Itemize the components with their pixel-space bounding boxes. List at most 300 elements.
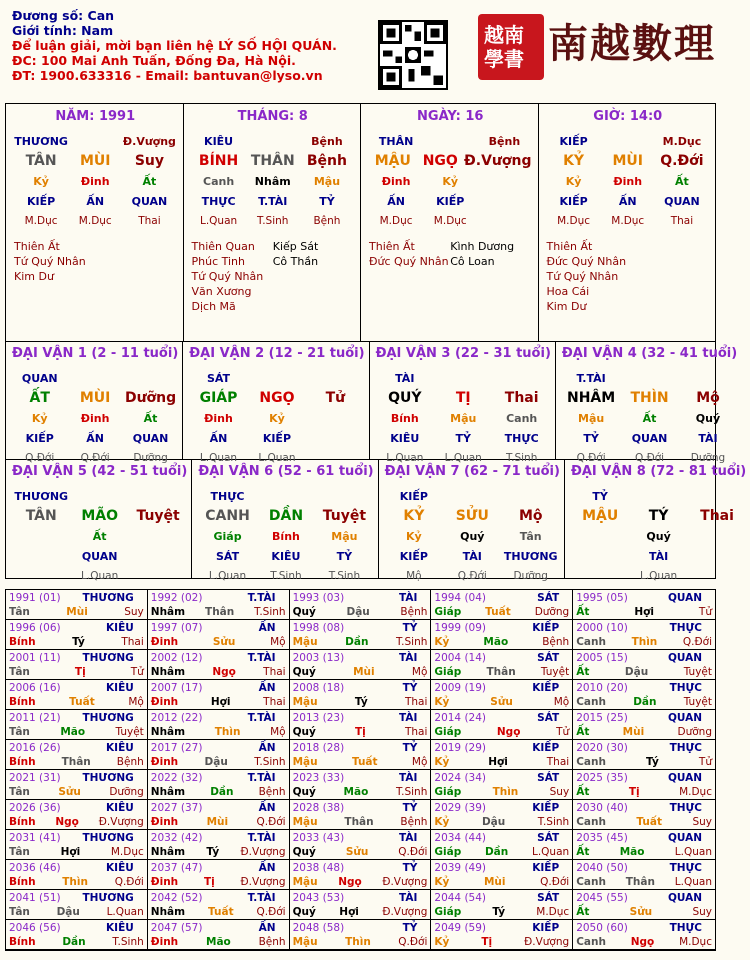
year-cell [148,650,290,680]
year-phase: Tử [130,666,144,678]
year-stem: Quý [292,726,316,738]
year-line2 [9,695,144,709]
year-stem: Bính [9,876,36,888]
phase-cell: T.Sinh [270,570,302,582]
year-branch: Tý [354,696,368,708]
year-label: 2015 (25) [576,712,628,724]
year-line1 [576,771,712,785]
phase-cell: Q.Đới [635,452,665,464]
phone-email: ĐT: 1900.633316 - Email: bantuvan@lyso.vn [12,68,323,83]
dai-van-6 [192,460,378,582]
year-cell [431,920,573,950]
year-branch: Tị [74,666,86,678]
year-god: THỰC [669,802,702,814]
hidden-god-cell: QUAN [81,549,118,563]
stars [14,239,177,284]
dai-van-title: ĐẠI VẬN 8 (72 - 81 tuổi) [570,464,747,479]
year-line2 [151,905,286,919]
stem-branch-cell: Tử [325,390,346,406]
year-branch: Mão [619,846,645,858]
year-line2 [576,785,712,799]
ten-god-cell: THƯƠNG [14,489,69,503]
year-line1 [434,831,569,845]
stars-col-2 [95,239,176,284]
year-branch: Ngọ [338,876,362,888]
dai-van-title: ĐẠI VẬN 6 (52 - 61 tuổi) [198,464,374,479]
year-label: 2043 (53) [292,892,345,904]
year-stem: Canh [576,876,606,888]
year-god: TỶ [402,682,418,694]
year-stem: Quý [292,786,316,798]
year-line1 [576,711,712,725]
year-line2 [293,815,428,829]
year-branch: Hợi [339,906,359,918]
year-phase: L.Quan [106,906,144,918]
hidden-stem-cell: Kỷ [31,411,48,425]
year-label: 2010 (20) [576,682,628,694]
stem-branch-cell: MÙI [612,153,644,169]
hidden-stem-cell: Giáp [213,529,242,543]
year-stem: Đinh [150,756,179,768]
year-label: 1997 (07) [150,622,203,634]
phase-cell: Dưỡng [513,570,548,582]
phase [198,566,373,586]
year-line2 [151,695,286,709]
year-stem: Quý [292,906,316,918]
year-god: QUAN [667,592,702,604]
year-stem: Bính [9,696,36,708]
year-god: KIẾP [532,862,560,874]
stem-branch [571,506,746,526]
stars-col-2 [628,239,709,314]
phase-cell: M.Dục [24,215,58,227]
year-line1 [293,891,428,905]
year-cell [6,860,148,890]
pillar-title: NGÀY: 16 [417,109,484,124]
year-cell [573,710,715,740]
year-god: THƯƠNG [82,712,134,724]
year-stem: Đinh [150,816,179,828]
phase [192,211,355,231]
pillar-title: NĂM: 1991 [55,109,136,124]
hidden-stem [571,526,746,546]
year-god: QUAN [667,772,702,784]
phase-cell: M.Dục [78,215,112,227]
year-cell [148,860,290,890]
ten-god-cell: M.Dục [662,134,702,148]
year-cell [6,800,148,830]
year-stem: Ất [576,906,590,918]
phase-cell: Thai [670,215,694,227]
hidden-stem-cell: Đinh [381,174,411,188]
year-stem: Canh [576,936,606,948]
year-branch: Mão [206,936,231,948]
year-line2 [434,665,569,679]
stars [547,239,710,314]
year-branch: Sửu [345,846,369,858]
hidden-god-cell: T.TÀI [258,194,288,208]
year-cell [290,680,432,710]
year-god: TỶ [402,922,418,934]
year-branch: Tý [492,906,506,918]
year-cell [290,800,432,830]
year-line1 [576,681,712,695]
year-phase: Tử [698,606,712,618]
year-cell [431,860,573,890]
year-line1 [576,651,712,665]
year-stem: Canh [576,816,606,828]
year-line2 [9,905,144,919]
year-line1 [434,771,569,785]
stem-branch [369,151,532,171]
year-label: 2024 (34) [434,772,487,784]
stem-branch [562,388,737,408]
stars-col-1 [547,239,628,314]
year-branch: Dậu [204,756,228,768]
year-god: KIÊU [106,622,134,634]
year-phase: Q.Đới [682,636,712,648]
year-label: 2026 (36) [9,802,61,814]
hidden-stem-cell: Kỷ [442,174,459,188]
year-line1 [434,621,569,635]
year-label: 2044 (54) [434,892,487,904]
year-phase: Dưỡng [534,606,570,618]
year-stem: Ất [576,606,590,618]
pillar-3 [539,104,716,341]
ten-god-cell: TỶ [592,489,608,503]
year-stem: Ất [576,726,590,738]
ten-god [547,131,710,151]
year-label: 2028 (38) [292,802,345,814]
dai-van-title: ĐẠI VẬN 4 (32 - 41 tuổi) [561,346,738,361]
year-line1 [9,711,144,725]
year-branch: Mùi [622,726,645,738]
year-label: 2045 (55) [576,892,628,904]
year-god: QUAN [667,712,702,724]
year-branch: Tị [481,936,493,948]
hidden-stem-cell: Ất [92,529,107,543]
hidden-god [376,428,551,448]
year-line1 [434,801,569,815]
year-stem: Bính [9,816,36,828]
year-label: 2006 (16) [9,682,61,694]
stem-branch-cell: GIÁP [199,390,238,406]
year-cell [573,860,715,890]
dai-van-title: ĐẠI VẬN 3 (22 - 31 tuổi) [375,346,551,361]
phase-cell: M.Dục [557,215,591,227]
hidden-god-cell: KIẾP [26,194,56,208]
year-label: 2049 (59) [434,922,487,934]
year-god: TÀI [399,892,418,904]
year-line2 [576,725,712,739]
year-god: TỶ [402,862,418,874]
year-line2 [576,635,712,649]
year-cell [573,920,715,950]
hidden-stem-cell: Mậu [450,411,477,425]
year-branch: Dần [633,696,657,708]
year-god: SÁT [537,892,560,904]
year-cell [290,830,432,860]
year-phase: Đ.Vượng [382,876,428,888]
year-label: 1996 (06) [9,622,61,634]
address: ĐC: 100 Mai Anh Tuấn, Đống Đa, Hà Nội. [12,53,296,68]
year-god: KIÊU [106,802,134,814]
year-god: TÀI [399,652,418,664]
phase-cell: Dưỡng [690,452,726,464]
year-line2 [293,905,428,919]
ten-god [571,486,746,506]
year-line1 [293,771,428,785]
year-line1 [151,801,286,815]
stem-branch-cell: TÝ [648,508,669,524]
stem-branch-cell: BÍNH [198,153,239,169]
stars [192,239,355,314]
year-line2 [576,935,712,949]
ten-god [12,486,187,506]
year-stem: Ất [576,786,590,798]
hidden-stem-cell: Mậu [313,174,341,188]
year-line2 [434,905,569,919]
hidden-stem-cell: Quý [695,411,721,425]
year-cell [290,770,432,800]
star: Tứ Quý Nhân [546,270,619,283]
hidden-god [571,546,746,566]
year-god: TỶ [402,742,418,754]
year-stem: Mậu [292,756,318,768]
hidden-stem [198,526,373,546]
phase-cell: M.Dục [379,215,413,227]
year-branch: Tý [646,756,659,768]
year-cell [6,650,148,680]
year-cell [6,740,148,770]
year-god: THƯƠNG [82,892,134,904]
year-branch: Hợi [488,756,508,768]
year-god: KIẾP [532,802,560,814]
year-line1 [151,891,286,905]
year-phase: Thai [404,696,428,708]
year-line2 [576,845,712,859]
hidden-stem [12,526,187,546]
star: Kim Dư [546,300,587,313]
year-line2 [293,935,428,949]
year-phase: Đ.Vượng [382,906,428,918]
year-line2 [9,875,144,889]
stars-col-2 [450,239,531,269]
year-line1 [576,621,712,635]
year-line1 [434,741,569,755]
year-phase: Q.Đới [540,876,570,888]
hidden-stem-cell: Bính [390,411,419,425]
year-god: KIÊU [106,682,134,694]
year-god: QUAN [667,652,702,664]
phase-cell: Q.Đới [576,452,606,464]
stem-branch-cell: NHÂM [567,390,616,406]
year-line2 [434,635,569,649]
year-stem: Đinh [150,636,179,648]
stem-branch-cell: KỶ [403,508,425,524]
year-phase: Mộ [128,696,144,708]
year-label: 1993 (03) [292,592,345,604]
hidden-god-cell: KIẾP [262,431,292,445]
stem-branch [12,388,178,408]
ten-god [12,368,178,388]
year-phase: T.Sinh [112,936,144,948]
year-stem: Đinh [150,696,179,708]
phase-cell: L.Quan [199,452,238,464]
year-label: 1991 (01) [9,592,61,604]
dai-van-title: ĐẠI VẬN 2 (12 - 21 tuổi) [189,346,365,361]
year-phase: Bệnh [400,606,428,618]
year-line1 [434,651,569,665]
year-god: THƯƠNG [82,592,134,604]
year-line2 [576,665,712,679]
ten-god-cell: THÂN [378,134,414,148]
year-branch: Ngọ [55,816,79,828]
year-phase: L.Quan [674,876,712,888]
year-stem: Mậu [292,816,318,828]
qr-code-icon[interactable] [378,20,448,90]
year-god: ẤN [258,802,276,814]
year-god: KIẾP [532,922,560,934]
year-line2 [151,785,286,799]
hidden-god-cell: TỶ [583,431,599,445]
year-cell [148,590,290,620]
year-god: ẤN [258,742,276,754]
year-god: T.TÀI [247,652,276,664]
year-god: SÁT [537,652,560,664]
hidden-stem-cell: Quý [646,529,671,543]
year-god: SÁT [537,712,560,724]
stem-branch-cell: Suy [134,153,165,169]
star: Thiên Ất [14,240,60,253]
year-cell [573,650,715,680]
year-god: ẤN [258,922,276,934]
ten-god-cell: TÀI [395,371,415,385]
year-phase: Mộ [270,636,286,648]
hidden-god-cell: THƯƠNG [503,549,558,563]
ten-god [385,486,560,506]
year-branch: Tuất [69,696,95,708]
year-line1 [434,891,569,905]
year-god: THƯƠNG [82,772,134,784]
year-stem: Tân [9,786,30,798]
hidden-stem-cell: Kỷ [269,411,285,425]
hidden-god-cell: THỰC [201,194,236,208]
phase-cell: L.Quan [386,452,424,464]
year-line2 [576,605,712,619]
owner-name: Đương số: Can [12,8,115,23]
star: Kim Dư [14,270,54,283]
hidden-stem-cell: Quý [460,529,485,543]
year-branch: Thân [61,756,91,768]
hidden-stem-cell: Ất [142,174,157,188]
year-label: 2025 (35) [576,772,628,784]
year-phase: T.Sinh [395,786,428,798]
year-cell [148,920,290,950]
ten-god [14,131,177,151]
year-phase: Q.Đới [114,876,144,888]
year-label: 1998 (08) [292,622,345,634]
year-branch: Tuất [208,906,234,918]
year-line2 [151,755,286,769]
stem-branch-cell: Mộ [696,390,720,406]
seal-icon: 越南學書 [478,14,544,80]
year-god: SÁT [537,592,560,604]
year-phase: Bệnh [116,756,144,768]
hidden-god [369,191,532,211]
phase-cell: Mộ [406,570,422,582]
year-label: 2040 (50) [576,862,628,874]
year-branch: Thìn [345,936,371,948]
year-phase: M.Dục [536,906,570,918]
year-label: 2038 (48) [292,862,345,874]
year-stem: Tân [9,606,30,618]
year-cell [148,890,290,920]
stem-branch [376,388,551,408]
year-stem: Nhâm [150,606,186,618]
year-line1 [576,921,712,935]
year-stem: Kỷ [434,756,450,768]
year-cell [573,680,715,710]
year-god: KIÊU [106,742,134,754]
ten-god-cell: Bệnh [311,134,343,148]
stem-branch-cell: NGỌ [422,153,458,169]
dai-van-1 [6,342,183,464]
dai-van-3 [370,342,556,464]
year-cell [6,590,148,620]
year-cell [148,710,290,740]
stem-branch [189,388,364,408]
year-line2 [293,605,428,619]
hidden-stem-cell: Bính [272,529,300,543]
year-label: 2046 (56) [9,922,61,934]
year-god: QUAN [667,832,702,844]
phase-cell: T.Sinh [257,215,289,227]
year-phase: Tuyệt [115,726,144,738]
year-branch: Dần [62,936,86,948]
hidden-stem [369,171,532,191]
pillar-0 [6,104,184,341]
year-phase: Mộ [411,756,428,768]
year-phase: Tử [556,726,570,738]
year-phase: M.Dục [679,936,712,948]
stem-branch-cell: TÂN [25,153,57,169]
brand-logo: 南越數理 [548,20,716,67]
year-phase: Q.Đới [256,906,286,918]
gender: Giới tính: Nam [12,23,114,38]
year-cell [431,710,573,740]
year-line2 [151,665,286,679]
year-stem: Tân [9,846,30,858]
year-cell [573,740,715,770]
hidden-stem-cell: Đinh [204,411,233,425]
header-info [12,8,382,83]
star: Tứ Quý Nhân [191,270,264,283]
year-line2 [9,665,144,679]
year-phase: Suy [124,606,144,618]
year-branch: Tuất [485,606,511,618]
year-label: 2050 (60) [576,922,628,934]
year-line1 [9,771,144,785]
stem-branch-cell: QUÝ [388,390,422,406]
pillar-title: THÁNG: 8 [237,109,308,124]
year-god: ẤN [258,622,276,634]
year-branch: Mùi [353,666,375,678]
year-line2 [576,695,712,709]
year-cell [573,890,715,920]
hidden-god-cell: QUAN [631,431,668,445]
year-line2 [576,875,712,889]
